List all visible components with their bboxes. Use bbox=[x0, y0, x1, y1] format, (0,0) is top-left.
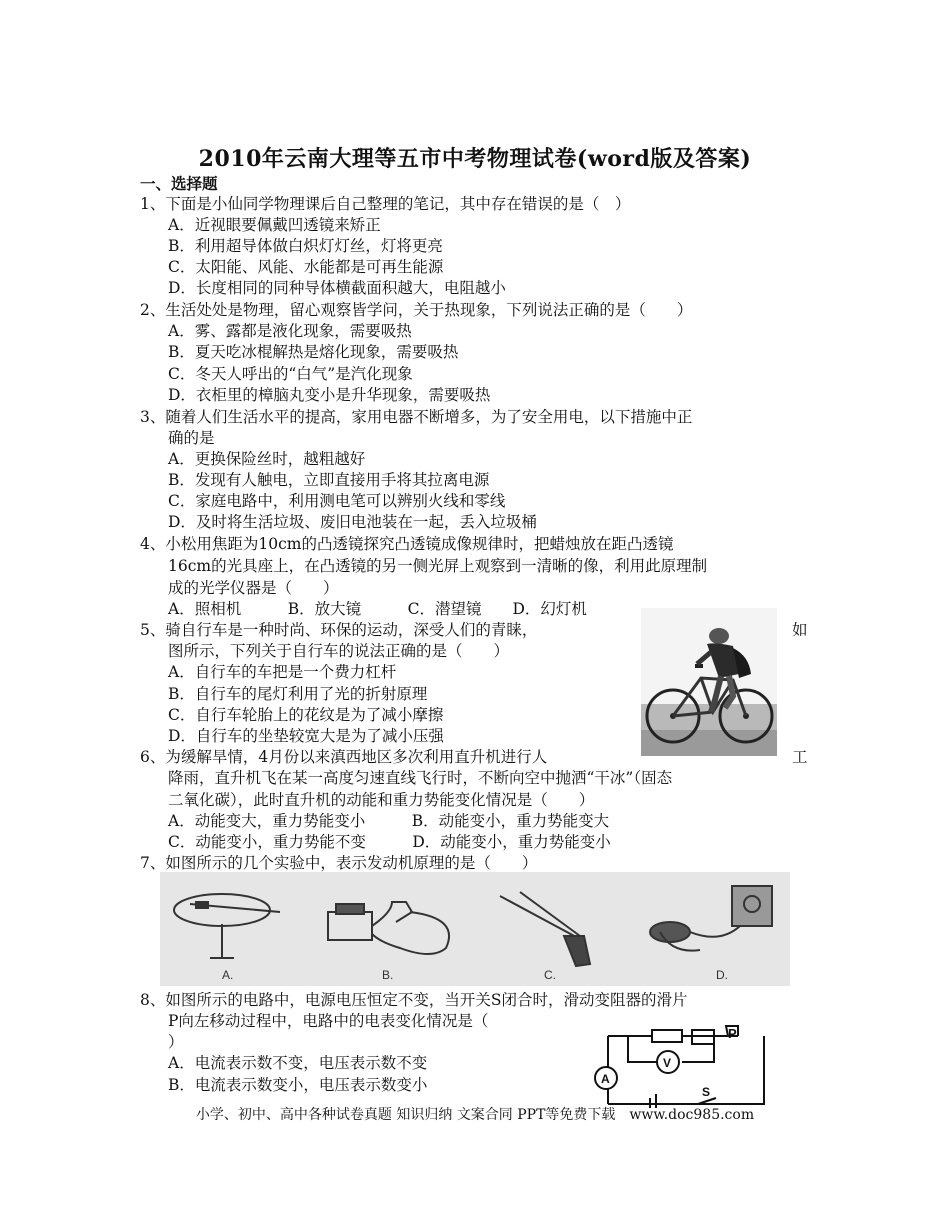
question-2-option-b: B．夏天吃冰棍解热是熔化现象，需要吸热 bbox=[168, 343, 459, 361]
question-4-stem-cont-2: 成的光学仪器是（ ） bbox=[168, 579, 339, 597]
question-8-option-b: B．电流表示数变小，电压表示数变小 bbox=[168, 1076, 428, 1094]
figure-label-b: B. bbox=[382, 968, 394, 982]
question-5-option-c: C．自行车轮胎上的花纹是为了减小摩擦 bbox=[168, 706, 444, 724]
question-6-stem-tail: 工 bbox=[792, 748, 808, 766]
figure-d-generator-meter bbox=[650, 886, 772, 951]
question-1-option-a: A．近视眼要佩戴凹透镜来矫正 bbox=[168, 216, 381, 234]
question-1-option-d: D．长度相同的同种导体横截面积越大，电阻越小 bbox=[168, 279, 506, 297]
question-3-option-b: B．发现有人触电，立即直接用手将其拉离电源 bbox=[168, 471, 490, 489]
question-8-stem-cont-2: ） bbox=[168, 1033, 184, 1051]
question-4-stem-cont-1: 16cm的光具座上，在凸透镜的另一侧光屏上观察到一清晰的像，利用此原理制 bbox=[168, 557, 708, 575]
question-2-option-c: C．冬天人呼出的“白气”是汽化现象 bbox=[168, 365, 413, 383]
question-1-option-b: B．利用超导体做白炽灯灯丝，灯将更亮 bbox=[168, 237, 443, 255]
question-2-option-d: D．衣柜里的樟脑丸变小是升华现象，需要吸热 bbox=[168, 386, 491, 404]
figure-label-d: D. bbox=[716, 968, 728, 982]
question-4-stem: 4、小松用焦距为10cm的凸透镜探究凸透镜成像规律时，把蜡烛放在距凸透镜 bbox=[140, 535, 674, 553]
ammeter-label: A bbox=[601, 1072, 610, 1086]
bicycle-photo bbox=[641, 608, 777, 756]
question-8-stem-cont-1: P向左移动过程中，电路中的电表变化情况是（ bbox=[168, 1012, 489, 1030]
question-3-stem-cont: 确的是 bbox=[168, 429, 215, 447]
question-6-stem-cont-1: 降雨，直升机飞在某一高度匀速直线飞行时，不断向空中抛洒“干冰”（固态 bbox=[168, 769, 673, 787]
question-1-option-c: C．太阳能、风能、水能都是可再生能源 bbox=[168, 258, 444, 276]
section-heading: 一、选择题 bbox=[140, 174, 218, 193]
question-4-options: A．照相机 B．放大镜 C．潜望镜 D．幻灯机 bbox=[168, 600, 587, 618]
question-5-stem-tail: 如 bbox=[792, 621, 808, 639]
question-6-stem: 6、为缓解旱情，4月份以来滇西地区多次利用直升机进行人 bbox=[140, 748, 548, 766]
figure-label-a: A. bbox=[222, 968, 234, 982]
question-8-option-a: A．电流表示数不变，电压表示数不变 bbox=[168, 1054, 428, 1072]
voltmeter-label: V bbox=[663, 1056, 672, 1070]
circuit-label-slider: P bbox=[728, 1026, 737, 1041]
question-7-stem: 7、如图所示的几个实验中，表示发动机原理的是（ ） bbox=[140, 854, 538, 872]
figure-label-c: C. bbox=[544, 968, 556, 982]
figure-b-magnet-setup bbox=[328, 902, 449, 954]
question-5-stem-cont: 图所示，下列关于自行车的说法正确的是（ ） bbox=[168, 642, 510, 660]
question-5-option-b: B．自行车的尾灯利用了光的折射原理 bbox=[168, 685, 428, 703]
question-2-stem: 2、生活处处是物理，留心观察皆学问，关于热现象，下列说法正确的是（ ） bbox=[140, 301, 693, 319]
question-3-option-d: D．及时将生活垃圾、废旧电池装在一起，丢入垃圾桶 bbox=[168, 513, 537, 531]
question-6-stem-cont-2: 二氧化碳），此时直升机的动能和重力势能变化情况是（ ） bbox=[168, 791, 595, 809]
question-5-stem: 5、骑自行车是一种时尚、环保的运动，深受人们的青睐， bbox=[140, 621, 538, 639]
circuit-diagram bbox=[588, 1016, 770, 1108]
question-5-option-a: A．自行车的车把是一个费力杠杆 bbox=[168, 663, 397, 681]
figure-a-compass-wire bbox=[174, 894, 280, 958]
page-title: 2010年云南大理等五市中考物理试卷(word版及答案) bbox=[198, 146, 752, 172]
question-3-stem: 3、随着人们生活水平的提高，家用电器不断增多，为了安全用电，以下措施中正 bbox=[140, 408, 693, 426]
question-6-options-cd: C．动能变小，重力势能不变 D．动能变小，重力势能变小 bbox=[168, 833, 611, 851]
question-5-option-d: D．自行车的坐垫较宽大是为了减小压强 bbox=[168, 727, 444, 745]
figure-c-coil-device bbox=[500, 892, 590, 966]
question-1-stem: 1、下面是小仙同学物理课后自己整理的笔记，其中存在错误的是（ ） bbox=[140, 195, 631, 213]
page-footer: 小学、初中、高中各种试卷真题 知识归纳 文案合同 PPT等免费下载 www.doc985.com bbox=[195, 1107, 755, 1123]
question-8-stem: 8、如图所示的电路中，电源电压恒定不变，当开关S闭合时，滑动变阻器的滑片 bbox=[140, 991, 688, 1009]
switch-label: S bbox=[702, 1085, 711, 1099]
question-2-option-a: A．雾、露都是液化现象，需要吸热 bbox=[168, 322, 412, 340]
question-3-option-a: A．更换保险丝时，越粗越好 bbox=[168, 450, 366, 468]
question-6-options-ab: A．动能变大，重力势能变小 B．动能变小，重力势能变大 bbox=[168, 812, 610, 830]
experiment-figures bbox=[160, 872, 790, 986]
question-3-option-c: C．家庭电路中，利用测电笔可以辨别火线和零线 bbox=[168, 492, 506, 510]
